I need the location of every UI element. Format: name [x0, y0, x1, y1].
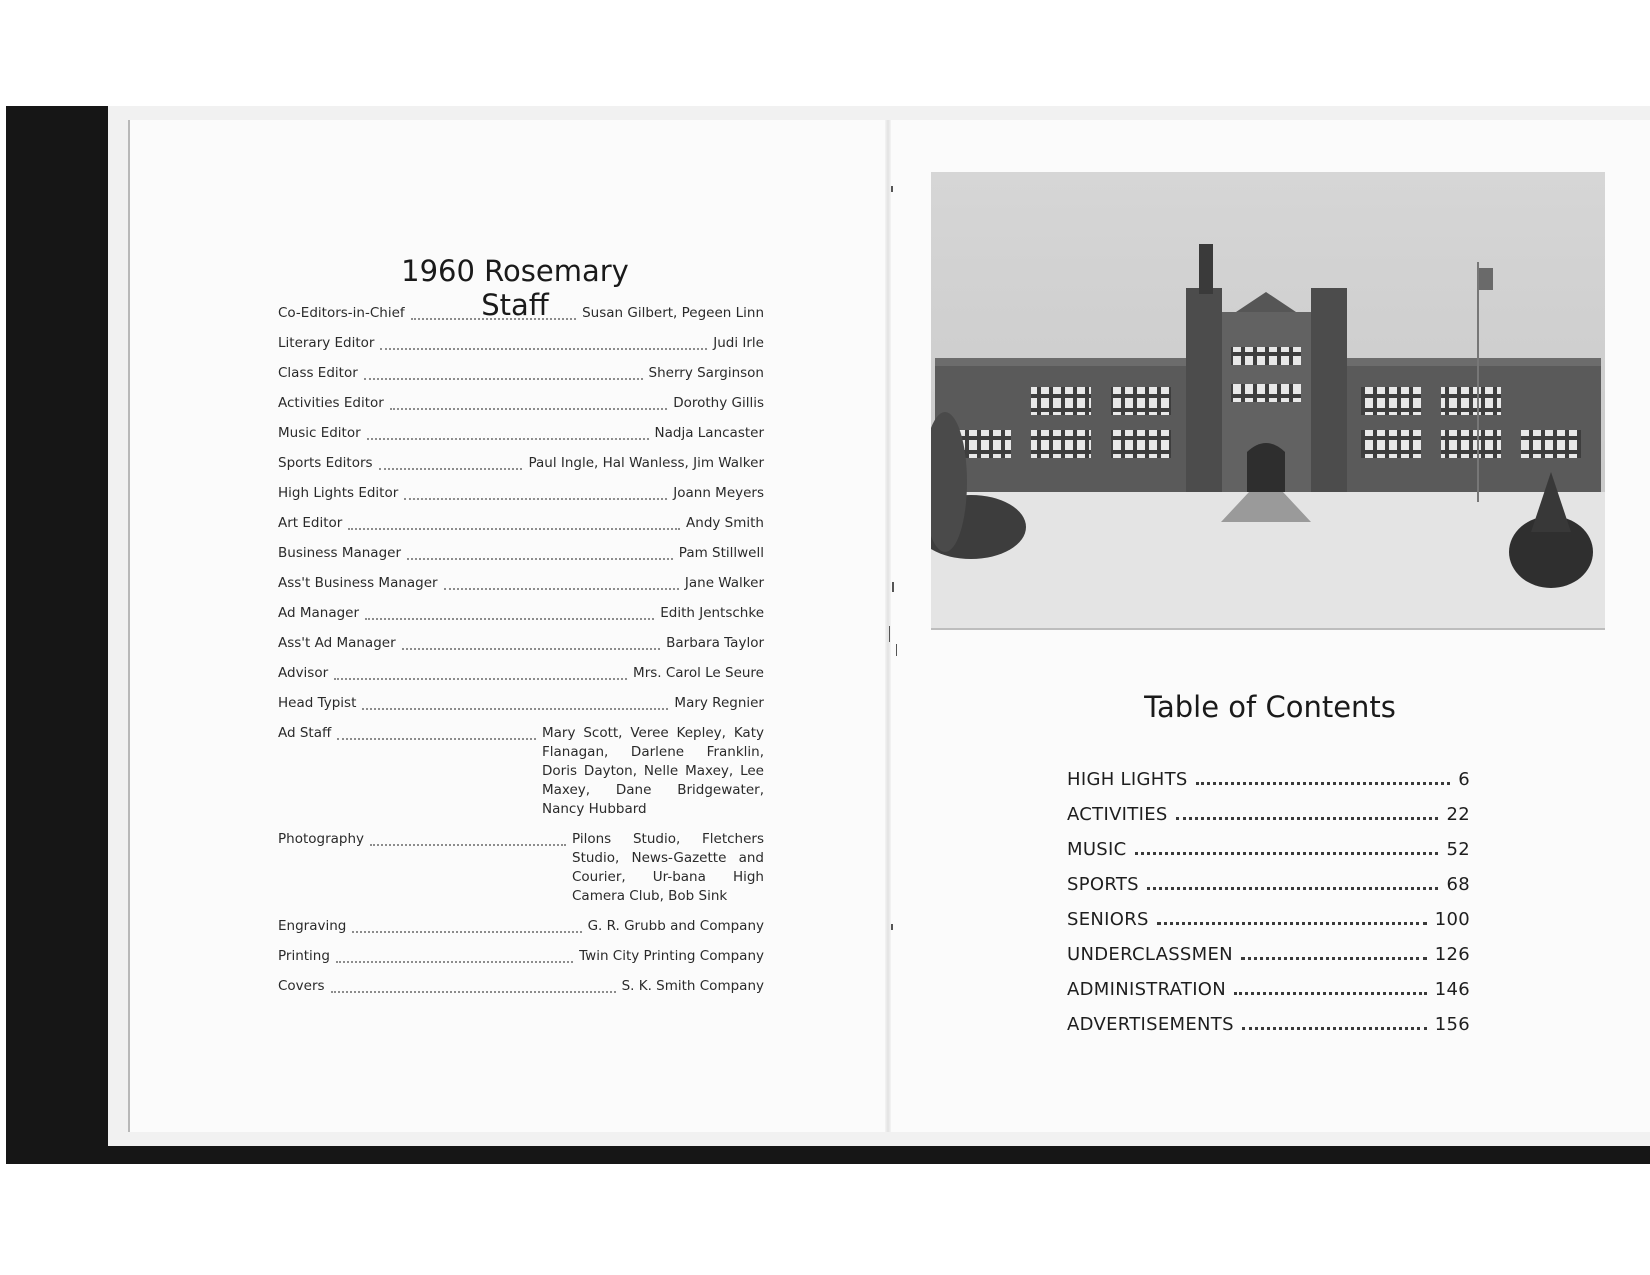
dot-leader	[1242, 1027, 1427, 1030]
dot-leader	[411, 304, 576, 320]
staff-role: Engraving	[278, 918, 347, 934]
toc-page-number: 52	[1446, 839, 1470, 860]
dot-leader	[1135, 852, 1439, 855]
toc-section: SENIORS	[1067, 909, 1149, 930]
dot-leader	[337, 724, 536, 740]
staff-names: Edith Jentschke	[660, 605, 764, 621]
staff-role: Class Editor	[278, 365, 358, 381]
dot-leader	[380, 334, 707, 350]
staff-names: Pilons Studio, Fletchers Studio, News-Gazette and Courier, Ur-bana High Camera Club, Bob Sink	[572, 831, 764, 904]
staff-row	[278, 694, 764, 713]
staff-row	[278, 544, 764, 563]
toc-page-number: 100	[1434, 909, 1470, 930]
staff-row	[278, 947, 764, 966]
toc-entry	[1067, 965, 1470, 1000]
staff-row	[278, 334, 764, 353]
toc-entry	[1067, 1000, 1470, 1035]
scan-speck	[892, 582, 894, 592]
staff-role: High Lights Editor	[278, 485, 399, 501]
toc-entry	[1067, 860, 1470, 895]
staff-names: Susan Gilbert, Pegeen Linn	[582, 305, 764, 321]
dot-leader	[1241, 957, 1427, 960]
staff-row	[278, 917, 764, 936]
staff-names: Mary Regnier	[674, 695, 764, 711]
toc-entry	[1067, 790, 1470, 825]
toc-page-number: 68	[1446, 874, 1470, 895]
dot-leader	[1157, 922, 1427, 925]
staff-title: 1960 Rosemary Staff	[401, 254, 629, 322]
toc-section: ACTIVITIES	[1067, 804, 1168, 825]
toc-entry	[1067, 930, 1470, 965]
staff-row	[278, 634, 764, 653]
dot-leader	[365, 604, 654, 620]
staff-names: Paul Ingle, Hal Wanless, Jim Walker	[528, 455, 764, 471]
toc-page-number: 126	[1434, 944, 1470, 965]
dot-leader	[407, 544, 673, 560]
dot-leader	[331, 977, 616, 993]
toc-section: HIGH LIGHTS	[1067, 769, 1188, 790]
scan-speck	[891, 924, 893, 930]
staff-names: Judi Irle	[713, 335, 764, 351]
staff-role: Ad Manager	[278, 605, 360, 621]
book-gutter	[885, 120, 891, 1132]
dot-leader	[364, 364, 643, 380]
toc-section: SPORTS	[1067, 874, 1139, 895]
staff-names: Mary Scott, Veree Kepley, Katy Flanagan, Darlene Franklin, Doris Dayton, Nelle Maxey, Lee Maxey, Dane Bridgewater, Nancy Hubbard	[542, 725, 764, 817]
staff-role: Advisor	[278, 665, 329, 681]
staff-names: S. K. Smith Company	[621, 978, 764, 994]
dot-leader	[352, 917, 581, 933]
toc-page-number: 146	[1434, 979, 1470, 1000]
staff-row	[278, 304, 764, 323]
dot-leader	[1176, 817, 1439, 820]
staff-role: Art Editor	[278, 515, 343, 531]
staff-role: Printing	[278, 948, 330, 964]
dot-leader	[1147, 887, 1439, 890]
toc-page-number: 156	[1434, 1014, 1470, 1035]
staff-names: Mrs. Carol Le Seure	[633, 665, 764, 681]
dot-leader	[444, 574, 679, 590]
staff-role: Photography	[278, 831, 365, 847]
dot-leader	[362, 694, 668, 710]
staff-role: Ad Staff	[278, 725, 332, 741]
staff-row	[278, 724, 764, 819]
staff-row	[278, 574, 764, 593]
dot-leader	[379, 454, 523, 470]
dot-leader	[367, 424, 649, 440]
staff-names: Sherry Sarginson	[648, 365, 764, 381]
staff-role: Business Manager	[278, 545, 401, 561]
staff-row	[278, 977, 764, 996]
staff-row	[278, 484, 764, 503]
school-building-photo	[931, 172, 1605, 630]
scan-speck	[891, 186, 893, 192]
scan-speck	[896, 644, 897, 656]
dot-leader	[404, 484, 667, 500]
staff-list	[278, 304, 764, 1007]
dot-leader	[348, 514, 680, 530]
staff-role: Ass't Ad Manager	[278, 635, 396, 651]
toc-page-number: 22	[1446, 804, 1470, 825]
staff-row	[278, 664, 764, 683]
staff-role: Head Typist	[278, 695, 357, 711]
toc-entry	[1067, 895, 1470, 930]
staff-role: Co-Editors-in-Chief	[278, 305, 405, 321]
toc-entry	[1067, 755, 1470, 790]
staff-names: Nadja Lancaster	[654, 425, 764, 441]
toc-entry	[1067, 825, 1470, 860]
staff-names: Barbara Taylor	[666, 635, 764, 651]
staff-role: Ass't Business Manager	[278, 575, 438, 591]
dot-leader	[390, 394, 667, 410]
toc-title: Table of Contents	[1144, 690, 1396, 724]
staff-row	[278, 454, 764, 473]
dot-leader	[402, 634, 660, 650]
dot-leader	[1196, 782, 1451, 785]
toc-page-number: 6	[1458, 769, 1470, 790]
toc-section: ADVERTISEMENTS	[1067, 1014, 1234, 1035]
staff-row	[278, 394, 764, 413]
staff-names: Twin City Printing Company	[579, 948, 764, 964]
staff-role: Sports Editors	[278, 455, 373, 471]
staff-role: Music Editor	[278, 425, 361, 441]
staff-role: Literary Editor	[278, 335, 375, 351]
scan-speck	[889, 626, 890, 642]
staff-names: Joann Meyers	[673, 485, 764, 501]
staff-names: G. R. Grubb and Company	[587, 918, 764, 934]
staff-row	[278, 604, 764, 623]
dot-leader	[334, 664, 627, 680]
staff-names: Pam Stillwell	[678, 545, 764, 561]
staff-row	[278, 514, 764, 533]
staff-role: Activities Editor	[278, 395, 384, 411]
staff-names: Dorothy Gillis	[673, 395, 764, 411]
staff-row	[278, 424, 764, 443]
dot-leader	[336, 947, 573, 963]
staff-names: Andy Smith	[686, 515, 764, 531]
dot-leader	[1234, 992, 1427, 995]
staff-role: Covers	[278, 978, 325, 994]
staff-row	[278, 364, 764, 383]
staff-names: Jane Walker	[684, 575, 764, 591]
dot-leader	[370, 830, 566, 846]
toc-section: MUSIC	[1067, 839, 1127, 860]
staff-row	[278, 830, 764, 906]
toc-section: ADMINISTRATION	[1067, 979, 1227, 1000]
toc-section: UNDERCLASSMEN	[1067, 944, 1233, 965]
toc-list	[1067, 755, 1470, 1035]
